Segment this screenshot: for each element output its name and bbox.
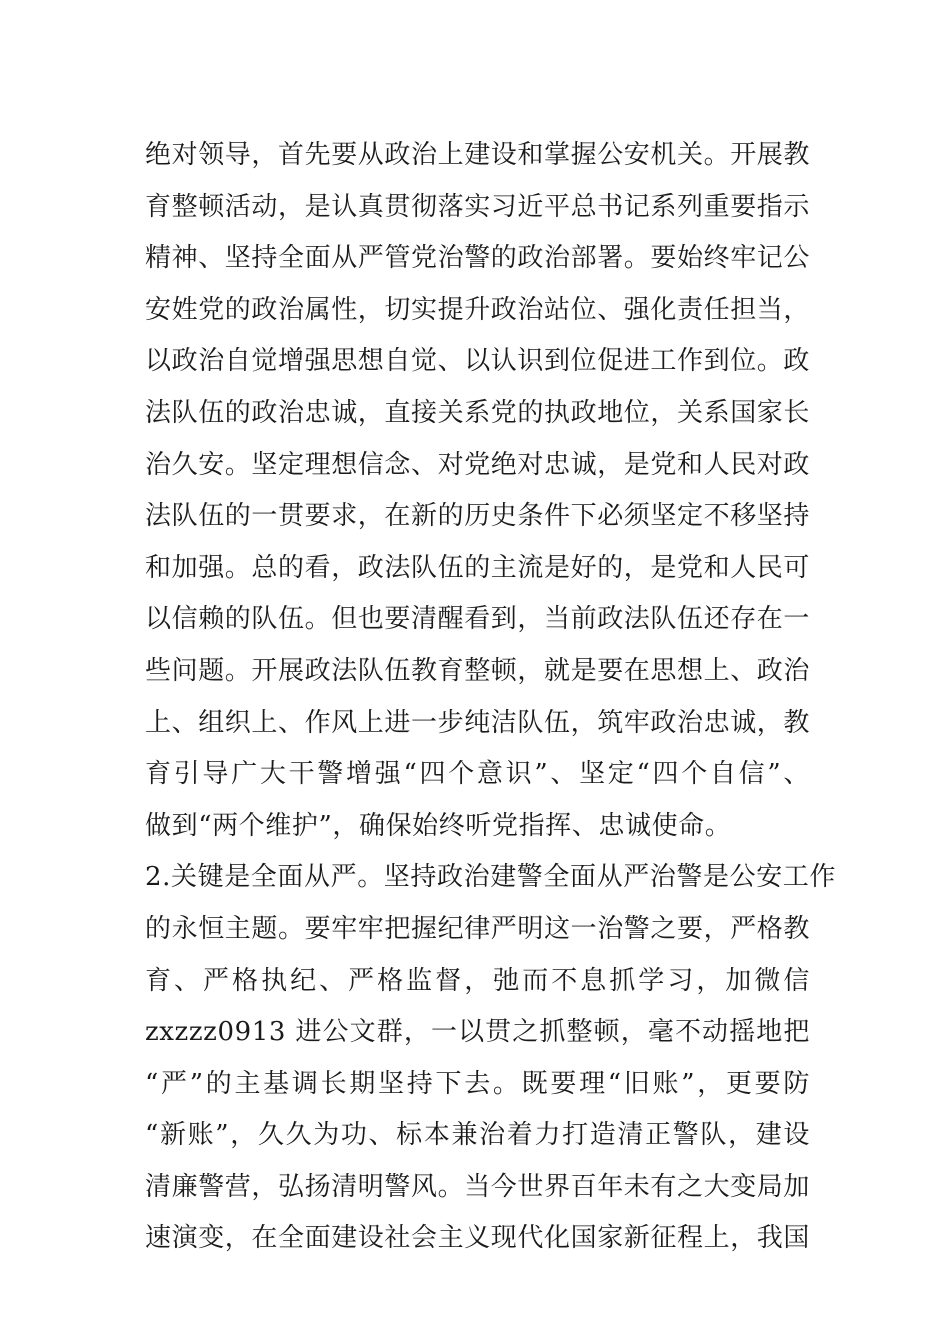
- text-line: zxzzz0913 进公文群，一以贯之抓整顿，毫不动摇地把: [145, 1017, 810, 1048]
- text-line: 育引导广大干警增强“四个意识”、坚定“四个自信”、: [145, 759, 810, 790]
- text-line: 安姓党的政治属性，切实提升政治站位、强化责任担当，: [145, 294, 811, 325]
- text-line: 的永恒主题。要牢牢把握纪律严明这一治警之要，严格教: [145, 913, 811, 944]
- section-heading-line: 2.关键是全面从严。坚持政治建警全面从严治警是公安工作: [145, 862, 837, 893]
- text-line: 法队伍的政治忠诚，直接关系党的执政地位，关系国家长: [145, 397, 811, 428]
- text-line: 法队伍的一贯要求，在新的历史条件下必须坚定不移坚持: [145, 501, 811, 532]
- text-line: 些问题。开展政法队伍教育整顿，就是要在思想上、政治: [145, 655, 811, 686]
- text-line: 以政治自觉增强思想自觉、以认识到位促进工作到位。政: [145, 346, 811, 377]
- text-line: 上、组织上、作风上进一步纯洁队伍，筑牢政治忠诚，教: [145, 707, 811, 738]
- text-line: 速演变，在全面建设社会主义现代化国家新征程上，我国: [145, 1223, 811, 1254]
- body-text: [145, 130, 837, 1265]
- text-line: 和加强。总的看，政法队伍的主流是好的，是党和人民可: [145, 552, 811, 583]
- text-line: “新账”，久久为功、标本兼治着力打造清正警队，建设: [145, 1120, 810, 1151]
- text-line: 治久安。坚定理想信念、对党绝对忠诚，是党和人民对政: [145, 449, 811, 480]
- text-line: “严”的主基调长期坚持下去。既要理“旧账”，更要防: [145, 1068, 810, 1099]
- text-line: 精神、坚持全面从严管党治警的政治部署。要始终牢记公: [145, 243, 811, 274]
- text-line: 育整顿活动，是认真贯彻落实习近平总书记系列重要指示: [145, 191, 811, 222]
- text-line: 清廉警营，弘扬清明警风。当今世界百年未有之大变局加: [145, 1171, 811, 1202]
- text-line: 绝对领导，首先要从政治上建设和掌握公安机关。开展教: [145, 140, 811, 170]
- text-line: 做到“两个维护”，确保始终听党指挥、忠诚使命。: [145, 810, 732, 841]
- text-line: 以信赖的队伍。但也要清醒看到，当前政法队伍还存在一: [145, 604, 811, 635]
- text-line: 育、严格执纪、严格监督，弛而不息抓学习，加微信: [145, 965, 810, 996]
